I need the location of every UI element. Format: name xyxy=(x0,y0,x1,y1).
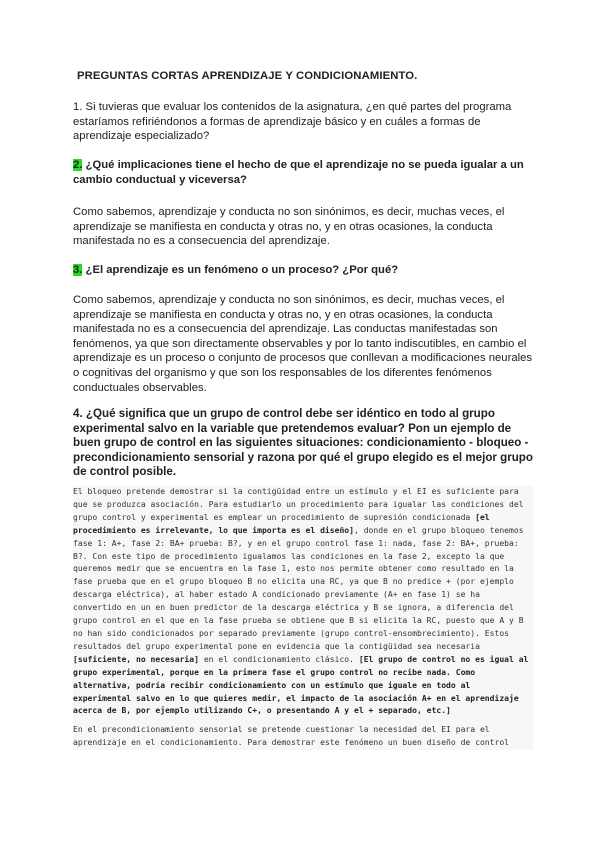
question-4: 4. ¿Qué significa que un grupo de control debe ser idéntico en todo al grupo experimental salvo en la variable que pretendemos evaluar? Pon un ejemplo de buen grupo de control en las siguientes situaciones: condicionamiento - bloqueo - precondicionamiento sensorial y razona por qué el grupo elegido es el mejor grupo de control posible. xyxy=(73,407,533,479)
question-3-number: 3. xyxy=(73,264,83,276)
answer-4-correction-2: [suficiente, no necesaria] xyxy=(73,654,199,664)
answer-4-paragraph-2: En el precondicionamiento sensorial se pretende cuestionar la necesidad del EI para el aprendizaje en el condicionamiento. Para demostrar este fenómeno un buen diseño de control xyxy=(73,725,510,748)
document-title: PREGUNTAS CORTAS APRENDIZAJE Y CONDICIONAMIENTO. xyxy=(77,70,418,82)
answer-3: Como sabemos, aprendizaje y conducta no son sinónimos, es decir, muchas veces, el aprendizaje se manifiesta en conducta y otras no, y en otras ocasiones, la conducta manifestada no es a consecuencia del aprendizaje. Las conductas manifestadas son fenómenos, ya que son directamente observables y por lo tanto indiscutibles, en cambio el aprendizaje es un proceso o conjunto de procesos que conllevan a modificaciones neurales o cognitivas del organismo y que son los responsables de los diferentes fenómenos conductuales observables. xyxy=(73,294,533,394)
question-3-text: ¿El aprendizaje es un fenómeno o un proceso? ¿Por qué? xyxy=(82,264,399,276)
question-2-text: ¿Qué implicaciones tiene el hecho de que el aprendizaje no se pueda igualar a un cambio conductual y viceversa? xyxy=(73,159,524,186)
answer-4-text-c: , donde en el grupo bloqueo tenemos fase 1: A+, fase 2: BA+ prueba: B?, y en el grupo control fase 1: nada, fase 2: BA+, prueba: B?. Con este tipo de procedimiento igualamos las condiciones en la fase 2, excepto la que queremos medir que se encuentra en la fase 1, esto nos permite obtener como resultado en la fase prueba que en el grupo bloqueo B no elicita una RC, ya que B no predice + (por ejemplo descarga eléctrica), al haber estado A condicionado previamente (A+ en fase 1) se ha convertido en un en buen predictor de la descarga eléctrica y B se ignora, a diferencia del grupo control en el que en la fase prueba se obtiene que B si elicita la RC, puesto que A y B no han sido condicionados por separado previamente (grupo control-ensombrecimiento). Estos resultados del grupo experimental pone en evidencia que la contigüidad sea necesaria xyxy=(73,525,524,651)
question-2 xyxy=(73,158,533,187)
answer-4-text-e: en el condicionamiento clásico. xyxy=(198,654,359,664)
answer-4-correction-1: [el procedimiento es irrelevante, lo que importa es el diseño] xyxy=(73,512,490,535)
answer-4-paragraph-1 xyxy=(73,486,533,718)
answer-4-correction-3: [El grupo de control no es igual al grupo experimental, porque en la primera fase el grupo control no recibe nada. Como alternativa, podría recibir condicionamiento con un estímulo que iguale en todo al experimental salvo en lo que quieres medir, el impacto de la asociación A+ en el aprendizaje acerca de B, por ejemplo utilizando C+, o presentando A y el + separado, etc.] xyxy=(73,654,529,716)
question-2-number: 2. xyxy=(73,159,83,171)
question-1: 1. Si tuvieras que evaluar los contenidos de la asignatura, ¿en qué partes del programa estaríamos refiriéndonos a formas de aprendizaje básico y en cuáles a formas de aprendizaje especializado? xyxy=(73,101,512,143)
answer-4-text-a: El bloqueo pretende demostrar si la contigüidad entre un estímulo y el EI es suficiente para que se produzca asociación. Para estudiarlo un procedimiento para igualar las condiciones del grupo control y experimental es emplear un procedimiento de supresión condicionada xyxy=(73,487,524,522)
answer-2: Como sabemos, aprendizaje y conducta no son sinónimos, es decir, muchas veces, el aprendizaje se manifiesta en conducta y otras no, y en otras ocasiones, la conducta manifestada no es a consecuencia del aprendizaje. xyxy=(73,206,505,248)
answer-4 xyxy=(73,486,533,750)
question-3 xyxy=(73,263,533,278)
